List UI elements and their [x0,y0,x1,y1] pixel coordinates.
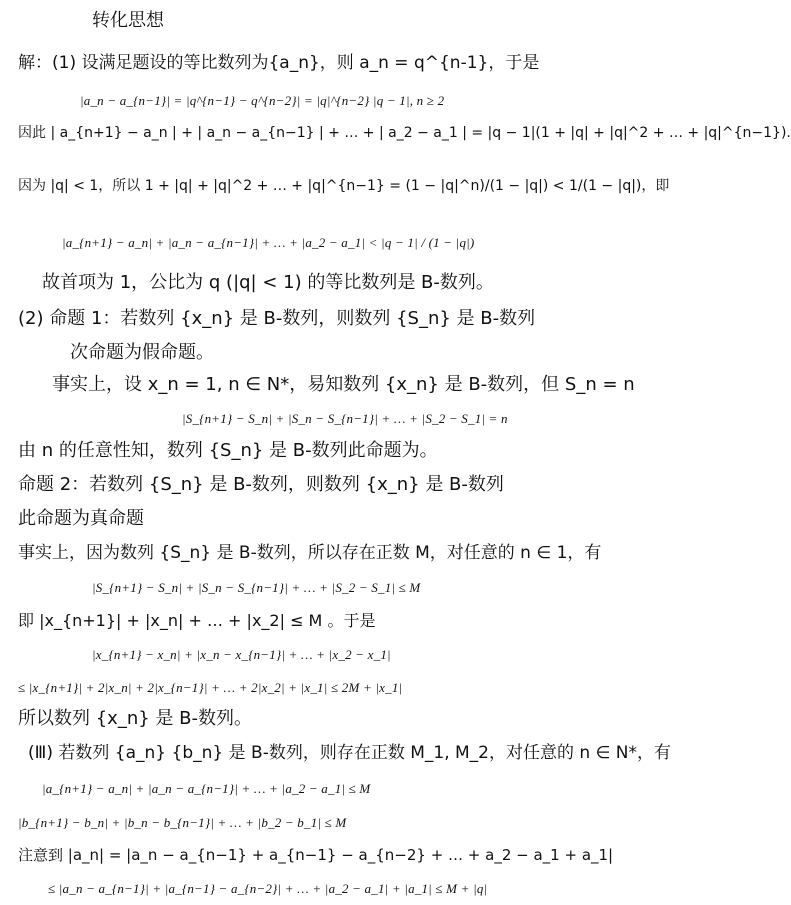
part3-intro: (Ⅲ) 若数列 {a_n} {b_n} 是 B-数列，则存在正数 M_1, M_2，对任意的 n ∈ N*，有 [28,743,672,763]
proposition2-proof-intro: 事实上，因为数列 {S_n} 是 B-数列，所以存在正数 M，对任意的 n ∈ 1，有 [18,543,602,563]
proposition1-false: 次命题为假命题。 [70,342,214,363]
proposition2-conclusion: 所以数列 {x_n} 是 B-数列。 [18,708,252,729]
proof-x-variation: |x_{n+1} − x_n| + |x_n − x_{n−1}| + … + |x_2 − x_1| [92,647,391,662]
proof-s-sum-bound: |S_{n+1} − S_n| + |S_n − S_{n−1}| + … + |S_2 − S_1| ≤ M [92,580,421,595]
sum-identity: 因此 | a_{n+1} − a_n | + | a_n − a_{n−1} | + … + | a_2 − a_1 | = |q − 1|(1 + |q| + |q|^2 + … + |q|^{n−1}). [18,125,791,141]
geometric-sum-bound: 因为 |q| < 1，所以 1 + |q| + |q|^2 + … + |q|^{n−1} = (1 − |q|^n)/(1 − |q|) < 1/(1 − |q|)，即 [18,178,670,194]
proposition2-true: 此命题为真命题 [18,508,144,529]
counterexample-sum: |S_{n+1} − S_n| + |S_n − S_{n−1}| + … + |S_2 − S_1| = n [182,411,508,426]
equation-difference-abs: |a_n − a_{n−1}| = |q^{n−1} − q^{n−2}| = |q|^{n−2} |q − 1|, n ≥ 2 [80,93,445,108]
part3-note: 注意到 |a_n| = |a_n − a_{n−1} + a_{n−1} − a_{n−2} + … + a_2 − a_1 + a_1| [18,846,614,864]
part3-a-bound: |a_{n+1} − a_n| + |a_n − a_{n−1}| + … + |a_2 − a_1| ≤ M [42,781,371,796]
proof-x-variation-bound: ≤ |x_{n+1}| + 2|x_n| + 2|x_{n−1}| + … + 2|x_2| + |x_1| ≤ 2M + |x_1| [18,680,403,695]
counterexample-conclusion: 由 n 的任意性知，数列 {S_n} 是 B-数列此命题为。 [18,440,438,461]
document-title: 转化思想 [92,10,164,31]
conclusion-part1: 故首项为 1，公比为 q (|q| < 1) 的等比数列是 B-数列。 [42,272,494,293]
proof-x-sum-bound: 即 |x_{n+1}| + |x_n| + … + |x_2| ≤ M 。于是 [18,611,376,630]
part3-b-bound: |b_{n+1} − b_n| + |b_n − b_{n−1}| + … + |b_2 − b_1| ≤ M [18,815,347,830]
counterexample: 事实上，设 x_n = 1, n ∈ N*，易知数列 {x_n} 是 B-数列，但 S_n = n [52,374,635,395]
solution-part1-intro: 解：(1) 设满足题设的等比数列为{a_n}，则 a_n = q^{n-1}，于是 [18,53,540,73]
total-variation-bound: |a_{n+1} − a_n| + |a_n − a_{n−1}| + … + |a_2 − a_1| < |q − 1| / (1 − |q|) [62,235,475,250]
part3-final-bound: ≤ |a_n − a_{n−1}| + |a_{n−1} − a_{n−2}| + … + |a_2 − a_1| + |a_1| ≤ M + |q| [48,881,488,896]
part2-proposition2: 命题 2：若数列 {S_n} 是 B-数列，则数列 {x_n} 是 B-数列 [18,474,504,495]
part2-proposition1: (2) 命题 1：若数列 {x_n} 是 B-数列，则数列 {S_n} 是 B-数列 [18,308,536,329]
